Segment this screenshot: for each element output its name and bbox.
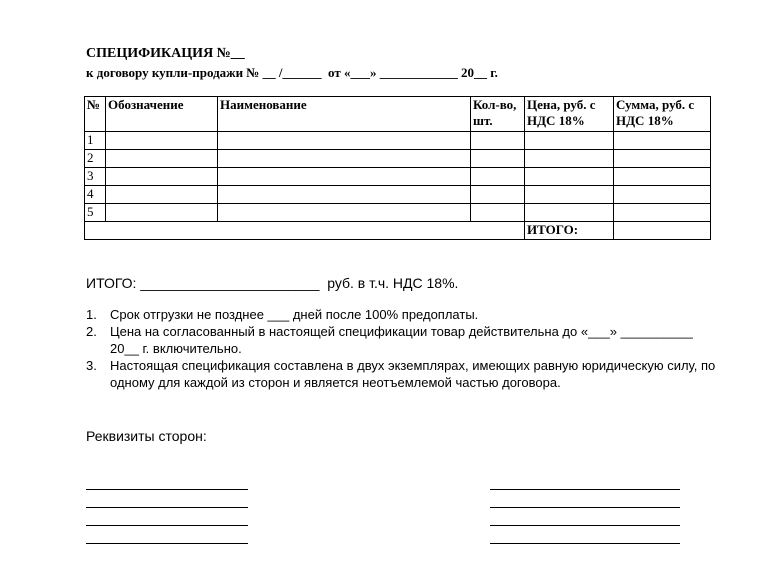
col-header-name: Наименование: [218, 97, 471, 132]
table-row: [85, 204, 711, 222]
table-row: [85, 132, 711, 150]
cell-name[interactable]: [218, 186, 471, 204]
cell-quantity[interactable]: [471, 186, 525, 204]
terms-list: [86, 306, 716, 391]
total-label: ИТОГО:: [525, 222, 614, 240]
signature-line[interactable]: [490, 489, 680, 490]
table-row: [85, 150, 711, 168]
document-subtitle: к договору купли-продажи № __ /______ от «___» ____________ 20__ г.: [86, 65, 498, 80]
row-number: 2: [85, 150, 106, 168]
col-header-price: Цена, руб. с НДС 18%: [525, 97, 614, 132]
cell-quantity[interactable]: [471, 150, 525, 168]
col-header-sum: Сумма, руб. с НДС 18%: [614, 97, 711, 132]
document-title: СПЕЦИФИКАЦИЯ №__: [86, 46, 245, 61]
cell-name[interactable]: [218, 168, 471, 186]
cell-name[interactable]: [218, 204, 471, 222]
cell-price[interactable]: [525, 132, 614, 150]
total-row-spacer: [85, 222, 525, 240]
right-party-lines: [490, 489, 680, 561]
list-item: [86, 306, 716, 323]
term-text: Цена на согласованный в настоящей спецификации товар действительна до «___» __________ 20__ г. включительно.: [110, 324, 693, 356]
specification-table: [84, 96, 711, 240]
term-number: 3.: [86, 358, 97, 373]
term-text: Настоящая спецификация составлена в двух экземплярах, имеющих равную юридическую силу, по одному для каждой из сторон и является неотъемлемой частью договора.: [110, 358, 716, 390]
table-row: [85, 186, 711, 204]
row-number: 4: [85, 186, 106, 204]
cell-quantity[interactable]: [471, 132, 525, 150]
left-party-lines: [86, 489, 248, 561]
table-row: [85, 168, 711, 186]
signature-line[interactable]: [86, 507, 248, 508]
table-total-row: [85, 222, 711, 240]
requisites-label: Реквизиты сторон:: [86, 428, 207, 444]
term-number: 2.: [86, 324, 97, 339]
col-header-number: №: [85, 97, 106, 132]
cell-sum[interactable]: [614, 186, 711, 204]
cell-designation[interactable]: [106, 168, 218, 186]
total-summary: ИТОГО: _______________________ руб. в т.ч. НДС 18%.: [86, 275, 459, 291]
row-number: 1: [85, 132, 106, 150]
cell-name[interactable]: [218, 150, 471, 168]
cell-quantity[interactable]: [471, 204, 525, 222]
signature-line[interactable]: [490, 507, 680, 508]
cell-designation[interactable]: [106, 186, 218, 204]
cell-price[interactable]: [525, 186, 614, 204]
signature-line[interactable]: [86, 543, 248, 544]
cell-quantity[interactable]: [471, 168, 525, 186]
signature-line[interactable]: [86, 525, 248, 526]
cell-sum[interactable]: [614, 150, 711, 168]
row-number: 3: [85, 168, 106, 186]
total-value-cell[interactable]: [614, 222, 711, 240]
row-number: 5: [85, 204, 106, 222]
signature-line[interactable]: [86, 489, 248, 490]
cell-price[interactable]: [525, 150, 614, 168]
cell-sum[interactable]: [614, 168, 711, 186]
cell-name[interactable]: [218, 132, 471, 150]
col-header-quantity: Кол-во, шт.: [471, 97, 525, 132]
table-header-row: [85, 97, 711, 132]
cell-price[interactable]: [525, 168, 614, 186]
list-item: [86, 323, 716, 357]
cell-designation[interactable]: [106, 204, 218, 222]
cell-designation[interactable]: [106, 132, 218, 150]
cell-sum[interactable]: [614, 132, 711, 150]
signature-line[interactable]: [490, 525, 680, 526]
cell-designation[interactable]: [106, 150, 218, 168]
term-text: Срок отгрузки не позднее ___ дней после 100% предоплаты.: [110, 307, 479, 322]
cell-sum[interactable]: [614, 204, 711, 222]
col-header-designation: Обозначение: [106, 97, 218, 132]
cell-price[interactable]: [525, 204, 614, 222]
signature-line[interactable]: [490, 543, 680, 544]
list-item: [86, 357, 716, 391]
term-number: 1.: [86, 307, 97, 322]
